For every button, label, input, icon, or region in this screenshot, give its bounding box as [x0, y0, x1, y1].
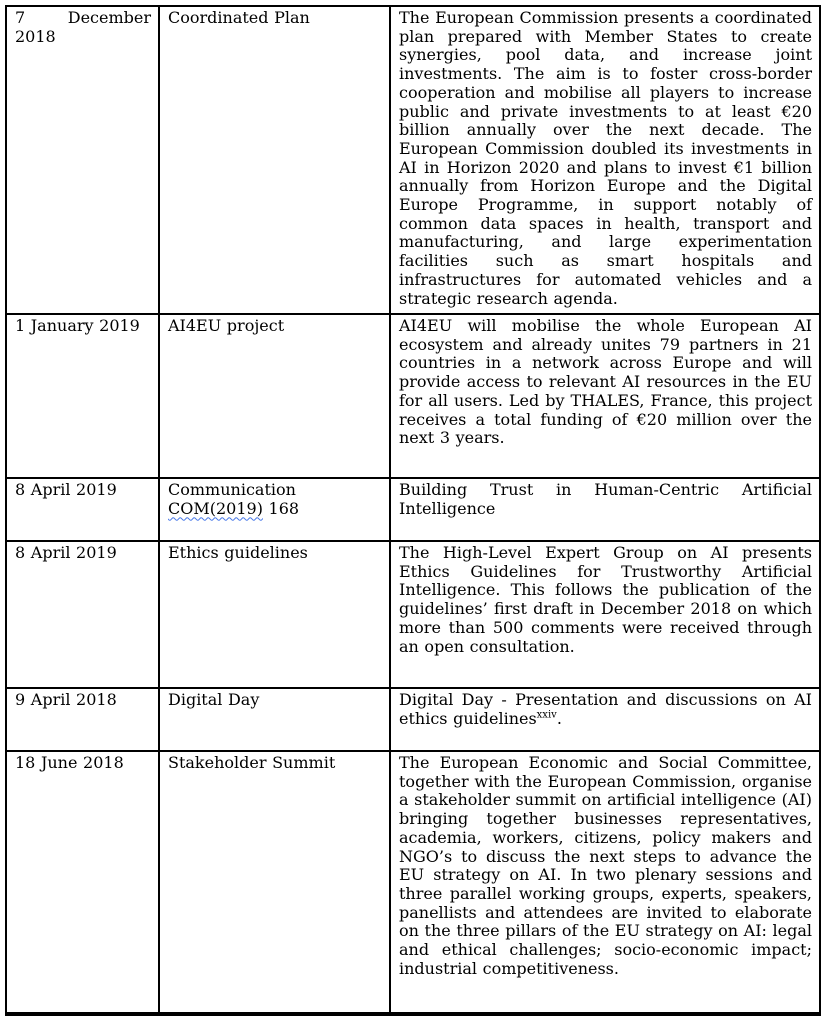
table-row: [6, 314, 820, 478]
event-cell: AI4EU project: [159, 314, 390, 478]
table-row: [6, 541, 820, 688]
event-cell: Coordinated Plan: [159, 6, 390, 314]
date-cell: 9 April 2018: [6, 688, 159, 751]
description-cell: [390, 688, 820, 751]
eu-ai-timeline-table: [5, 5, 821, 1016]
description-cell: The European Commission presents a coordinated plan prepared with Member States to create synergies, pool data, and increase joint investments. The aim is to foster cross-border cooperation and mobilise all players to increase public and private investments to at least €20 billion annually over the next decade. The European Commission doubled its investments in AI in Horizon 2020 and plans to invest €1 billion annually from Horizon Europe and the Digital Europe Programme, in support notably of common data spaces in health, transport and manufacturing, and large experimentation facilities such as smart hospitals and infrastructures for automated vehicles and a strategic research agenda.: [390, 6, 820, 314]
description-cell: The High-Level Expert Group on AI presents Ethics Guidelines for Trustworthy Artificial Intelligence. This follows the publication of the guidelines’ first draft in December 2018 on which more than 500 comments were received through an open consultation.: [390, 541, 820, 688]
event-cell: Ethics guidelines: [159, 541, 390, 688]
table-row: [6, 688, 820, 751]
event-title-line1: Communication: [168, 480, 296, 499]
description-text: Digital Day - Presentation and discussions on AI ethics guidelines: [399, 690, 812, 728]
description-cell: Building Trust in Human-Centric Artificial Intelligence: [390, 478, 820, 541]
description-cell: AI4EU will mobilise the whole European AI ecosystem and already unites 79 partners in 21 countries in a network across Europe and will provide access to relevant AI resources in the EU for all users. Led by THALES, France, this project receives a total funding of €20 million over the next 3 years.: [390, 314, 820, 478]
table-row: [6, 478, 820, 541]
date-cell: 7 December 2018: [6, 6, 159, 314]
event-cell: Digital Day: [159, 688, 390, 751]
event-title-rest: 168: [262, 498, 300, 518]
date-cell: 1 January 2019: [6, 314, 159, 478]
date-cell: 8 April 2019: [6, 541, 159, 688]
table-row: [6, 751, 820, 1014]
description-end: .: [556, 708, 562, 728]
date-cell: 8 April 2019: [6, 478, 159, 541]
description-cell: The European Economic and Social Committee, together with the European Commission, organise a stakeholder summit on artificial intelligence (AI) bringing together businesses representatives, academia, workers, citizens, policy makers and NGO’s to discuss the next steps to advance the EU strategy on AI. In two plenary sessions and three parallel working groups, experts, speakers, panellists and attendees are invited to elaborate on the three pillars of the EU strategy on AI: legal and ethical challenges; socio-economic impact; industrial competitiveness.: [390, 751, 820, 1014]
event-cell: [159, 478, 390, 541]
date-cell: 18 June 2018: [6, 751, 159, 1014]
event-cell: Stakeholder Summit: [159, 751, 390, 1014]
footnote-reference: xxiv: [536, 709, 557, 721]
spellcheck-flagged-text: COM(2019): [168, 498, 263, 518]
table-row: [6, 6, 820, 314]
